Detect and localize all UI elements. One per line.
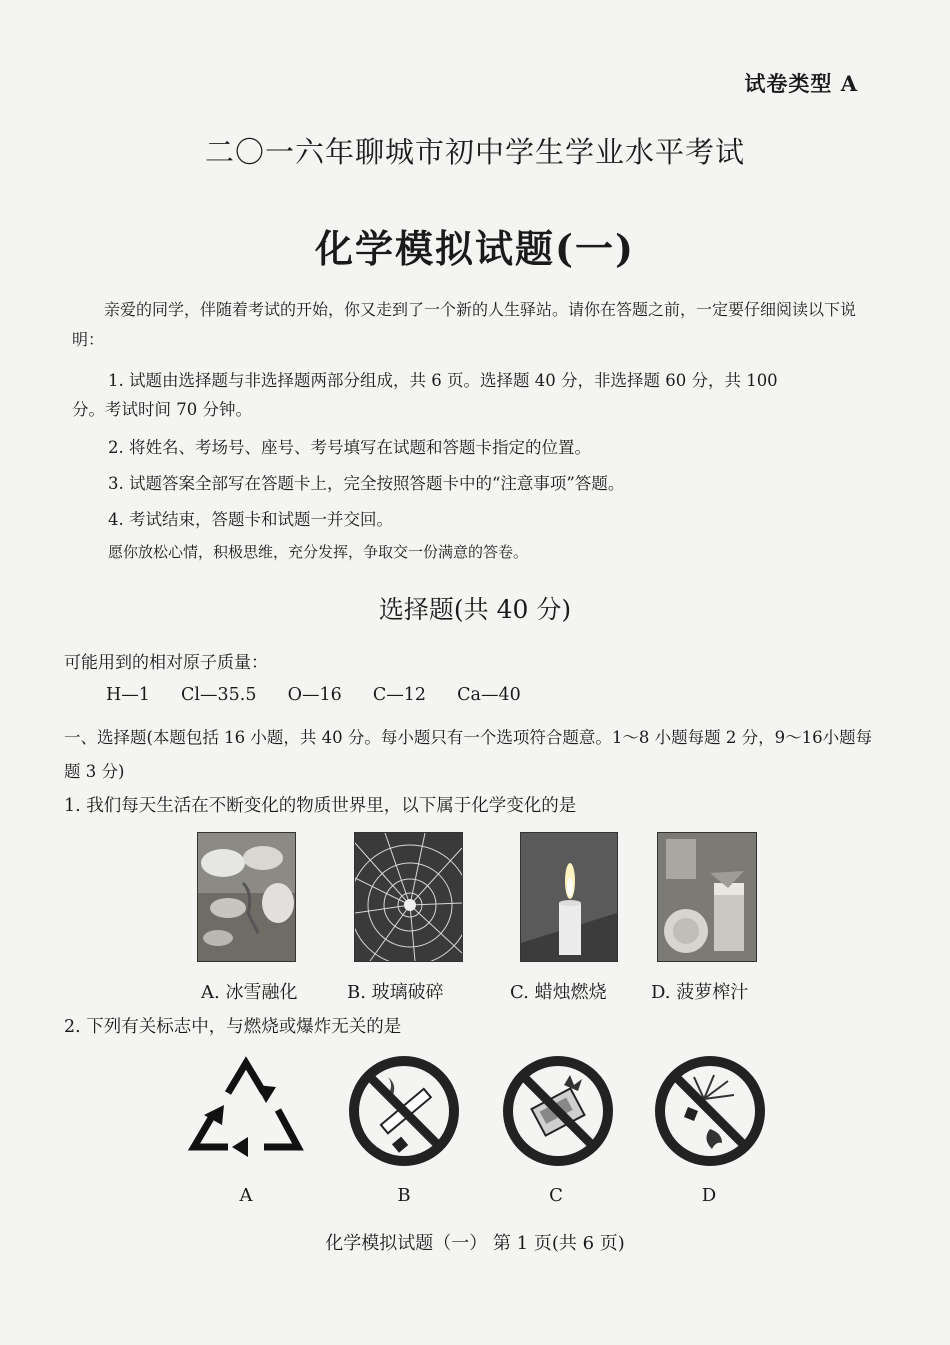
q1-option-d-label: D. 菠萝榨汁	[651, 982, 749, 1003]
atomic-mass-label: 可能用到的相对原子质量：	[64, 653, 268, 673]
q2-option-b-label: B	[397, 1185, 411, 1206]
notice-1: 1. 试题由选择题与非选择题两部分组成，共 6 页。选择题 40 分，非选择题 60 分，共 100	[108, 371, 778, 390]
melting-ice-photo	[197, 832, 296, 962]
q2-option-c-label: C	[549, 1185, 563, 1206]
q1-option-b-label: B. 玻璃破碎	[347, 982, 444, 1003]
paper-type-label: 试卷类型 A	[744, 71, 858, 96]
question-1-stem: 1. 我们每天生活在不断变化的物质世界里，以下属于化学变化的是	[64, 796, 577, 816]
exam-title: 二〇一六年聊城市初中学生学业水平考试	[204, 135, 745, 169]
intro-paragraph: 亲爱的同学，伴随着考试的开始，你又走到了一个新的人生驿站。请你在答题之前，一定要仔细阅读以下说明：	[72, 300, 857, 349]
question-2-stem: 2. 下列有关标志中，与燃烧或爆炸无关的是	[64, 1017, 402, 1037]
notice-3: 3. 试题答案全部写在答题卡上，完全按照答题卡中的“注意事项”答题。	[108, 474, 625, 493]
broken-glass-photo	[354, 832, 463, 962]
no-fireworks-icon	[654, 1055, 766, 1171]
q2-option-a-label: A	[239, 1185, 253, 1206]
no-matches-icon	[502, 1055, 614, 1171]
q1-option-a-label: A. 冰雪融化	[201, 982, 298, 1003]
notice-4: 4. 考试结束，答题卡和试题一并交回。	[108, 510, 393, 529]
main-title: 化学模拟试题(一)	[315, 226, 635, 271]
atomic-mass-values: H—1 Cl—35.5 O—16 C—12 Ca—40	[106, 685, 521, 705]
notice-1-continued: 分。考试时间 70 分钟。	[72, 400, 252, 419]
q1-option-c-label: C. 蜡烛燃烧	[510, 982, 607, 1003]
page-footer: 化学模拟试题（一） 第 1 页(共 6 页)	[325, 1233, 625, 1254]
q2-option-d-label: D	[701, 1185, 717, 1206]
part-one-header: 一、选择题(本题包括 16 小题，共 40 分。每小题只有一个选项符合题意。1～8 小题每题 2 分，9～16小题每题 3 分)	[64, 728, 873, 781]
burning-candle-photo	[520, 832, 618, 962]
wish-text: 愿你放松心情，积极思维，充分发挥，争取交一份满意的答卷。	[108, 543, 529, 561]
section-title: 选择题(共 40 分)	[378, 595, 572, 624]
pineapple-juice-photo	[657, 832, 757, 962]
notice-2: 2. 将姓名、考场号、座号、考号填写在试题和答题卡指定的位置。	[108, 438, 591, 457]
no-smoking-icon	[348, 1055, 460, 1171]
recycle-icon	[186, 1055, 306, 1174]
